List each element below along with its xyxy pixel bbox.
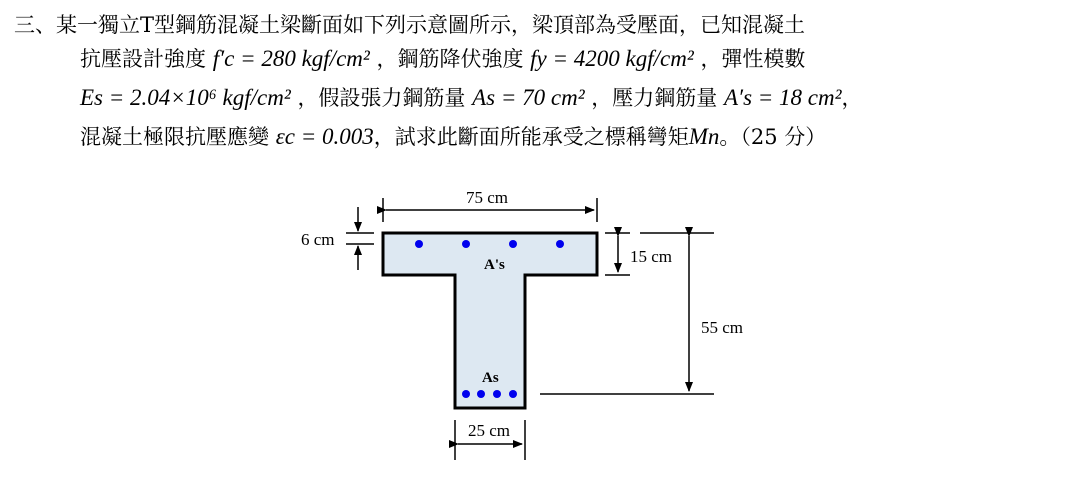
compression-steel-label: A's <box>484 257 505 273</box>
text-question: ，試求此斷面所能承受之標稱彎矩 <box>373 125 689 149</box>
text-as-label: ，假設張力鋼筋量 <box>297 86 466 110</box>
flange-depth-label: 15 cm <box>630 247 673 266</box>
compression-bar <box>556 240 564 248</box>
fy-expression: fy = 4200 kgf/cm² <box>530 46 694 71</box>
text-score: 。（25 分） <box>719 125 827 149</box>
compression-bar <box>509 240 517 248</box>
flange-width-label: 75 cm <box>466 188 509 207</box>
text-comma: ， <box>841 86 863 110</box>
ec-expression: εc = 0.003 <box>275 124 374 149</box>
fc-expression: f′c = 280 kgf/cm² <box>212 46 370 71</box>
web-width-label: 25 cm <box>468 421 511 440</box>
tension-bar <box>509 390 517 398</box>
es-expression: Es = 2.04×10⁶ kgf/cm² <box>80 85 291 110</box>
as-expression: As = 70 cm² <box>472 85 585 110</box>
text-asp-label: ，壓力鋼筋量 <box>591 86 718 110</box>
text-fy-label: ，鋼筋降伏強度 <box>376 47 524 71</box>
text-ec-label: 混凝土極限抗壓應變 <box>80 125 269 149</box>
mn-expression: Mn <box>688 124 720 149</box>
asp-expression: A′s = 18 cm² <box>723 85 842 110</box>
text-fc-label: 抗壓設計強度 <box>80 47 206 71</box>
tension-bar <box>477 390 485 398</box>
text-es-label: ，彈性模數 <box>700 47 806 71</box>
compression-bar <box>415 240 423 248</box>
tension-bar <box>462 390 470 398</box>
problem-number: 三、 <box>14 13 56 37</box>
problem-intro: 某一獨立T型鋼筋混凝土梁斷面如下列示意圖所示，梁頂部為受壓面，已知混凝土 <box>56 13 806 37</box>
compression-bar <box>462 240 470 248</box>
tension-steel-label: As <box>482 370 499 386</box>
cover-label: 6 cm <box>301 230 335 249</box>
tension-bar <box>493 390 501 398</box>
total-depth-label: 55 cm <box>701 318 744 337</box>
